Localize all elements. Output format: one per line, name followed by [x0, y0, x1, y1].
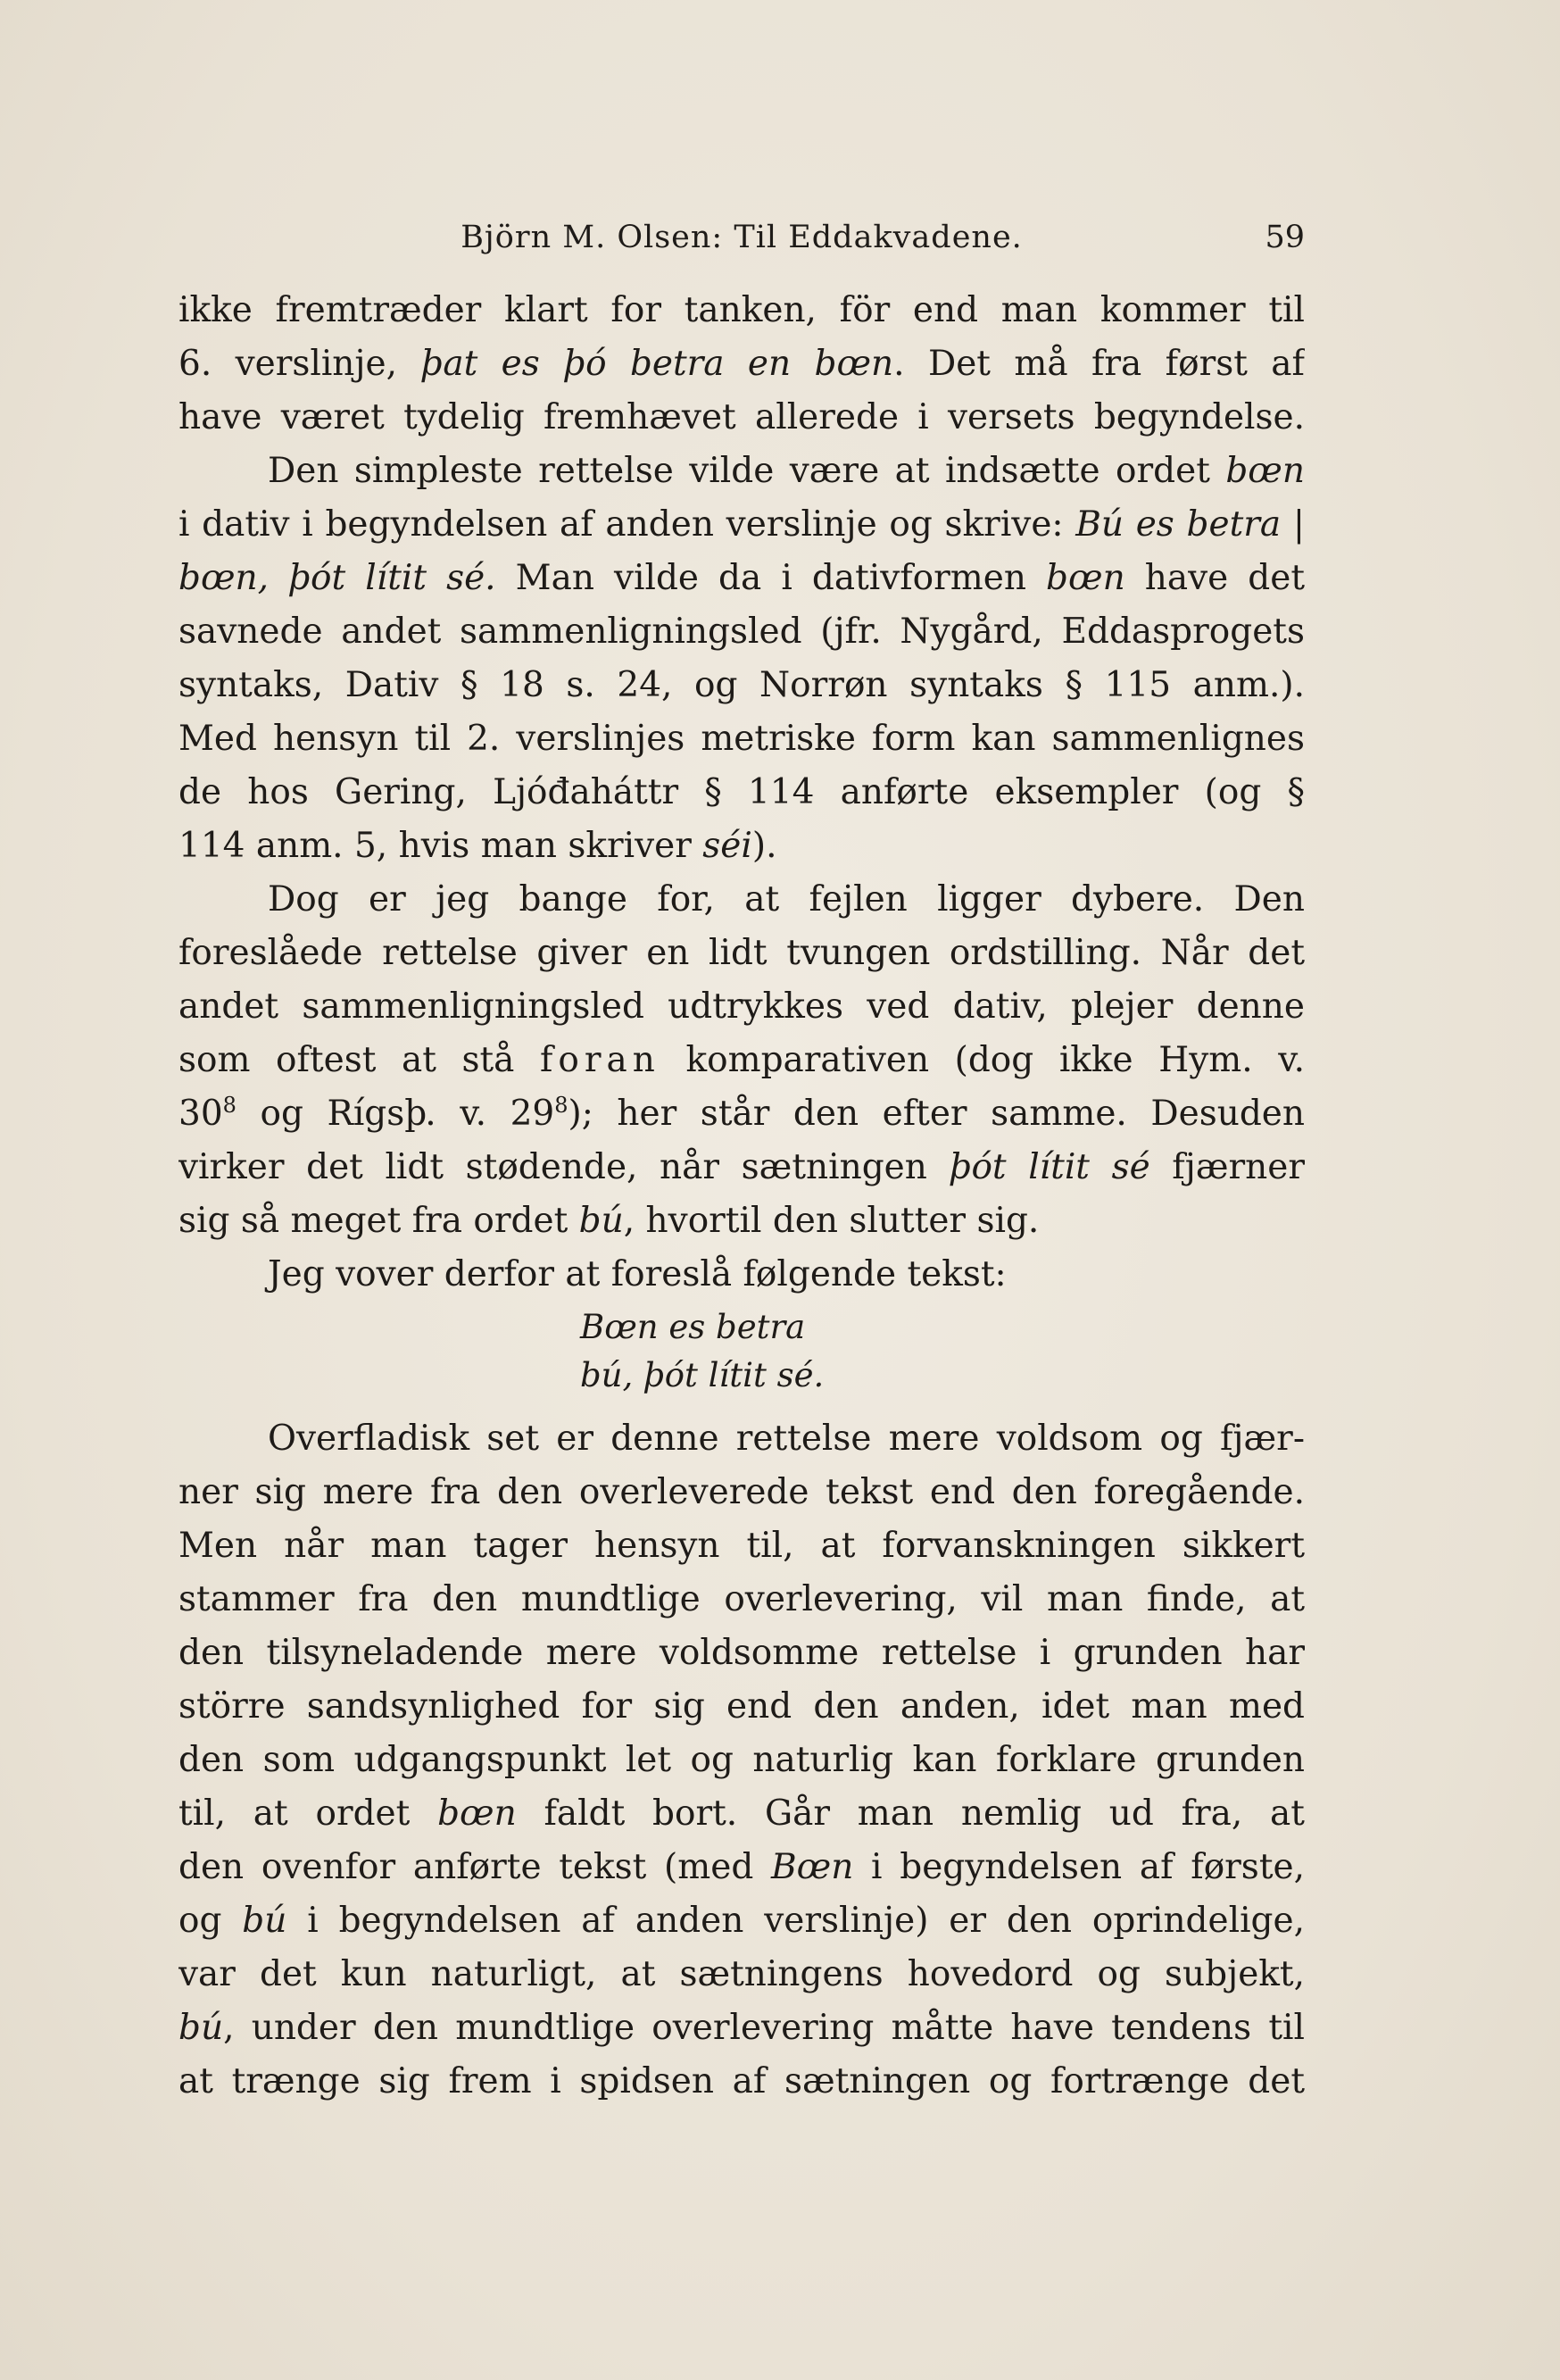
text-line: som oftest at stå foran komparativen (dog ikke Hym. v.	[178, 1040, 1305, 1080]
text-line: at trænge sig frem i spidsen af sætningen og fortrænge det	[178, 2061, 1305, 2101]
verse-line: bú, þót lítit sé.	[580, 1356, 825, 1394]
text-line: i dativ i begyndelsen af anden verslinje og skrive: Bú es betra |	[178, 504, 1305, 545]
text-line: den som udgangspunkt let og naturlig kan forklare grunden	[178, 1740, 1305, 1780]
text-line: ner sig mere fra den overleverede tekst end den foregående.	[178, 1472, 1305, 1512]
text-line: den tilsyneladende mere voldsomme rettelse i grunden har	[178, 1633, 1305, 1673]
text-line: större sandsynlighed for sig end den anden, idet man med	[178, 1686, 1305, 1727]
text-line: ikke fremtræder klart for tanken, för end man kommer til	[178, 290, 1305, 330]
text-line: andet sammenligningsled udtrykkes ved dativ, plejer denne	[178, 986, 1305, 1027]
text-line: 114 anm. 5, hvis man skriver séi).	[178, 826, 777, 866]
text-line: Overfladisk set er denne rettelse mere voldsom og fjær-	[268, 1419, 1305, 1459]
text-line: den ovenfor anførte tekst (med Bœn i begyndelsen af første,	[178, 1847, 1305, 1887]
text-line: syntaks, Dativ § 18 s. 24, og Norrøn syntaks § 115 anm.).	[178, 665, 1305, 705]
text-line: have været tydelig fremhævet allerede i versets begyndelse.	[178, 397, 1305, 437]
text-line: og bú i begyndelsen af anden verslinje) er den oprindelige,	[178, 1901, 1305, 1941]
running-title: Björn M. Olsen: Til Eddakvadene.	[461, 220, 1023, 255]
text-line: Jeg vover derfor at foreslå følgende tekst:	[268, 1254, 1007, 1294]
running-head	[178, 220, 1305, 264]
text-block-lower	[178, 1412, 1305, 2109]
text-line: virker det lidt stødende, når sætningen þót lítit sé fjærner	[178, 1147, 1305, 1187]
text-line: sig så meget fra ordet bú, hvortil den slutter sig.	[178, 1201, 1040, 1241]
text-line: var det kun naturligt, at sætningens hovedord og subjekt,	[178, 1954, 1305, 1994]
text-line: til, at ordet bœn faldt bort. Går man nemlig ud fra, at	[178, 1793, 1305, 1834]
text-line: 6. verslinje, þat es þó betra en bœn. Det må fra først af	[178, 344, 1305, 384]
text-line: stammer fra den mundtlige overlevering, vil man finde, at	[178, 1579, 1305, 1619]
text-line: bú, under den mundtlige overlevering måtte have tendens til	[178, 2008, 1305, 2048]
text-line: Dog er jeg bange for, at fejlen ligger dybere. Den	[268, 879, 1305, 920]
page-number: 59	[1265, 220, 1305, 255]
text-block-upper	[178, 284, 1305, 1302]
text-line: de hos Gering, Ljóđaháttr § 114 anførte eksempler (og §	[178, 772, 1305, 812]
text-line: Med hensyn til 2. verslinjes metriske form kan sammenlignes	[178, 719, 1305, 759]
text-line: foreslåede rettelse giver en lidt tvungen ordstilling. Når det	[178, 933, 1305, 973]
text-line: savnede andet sammenligningsled (jfr. Nygård, Eddasprogets	[178, 612, 1305, 652]
text-line: bœn, þót lítit sé. Man vilde da i dativformen bœn have det	[178, 558, 1305, 598]
text-line: $30^8$ og Rígsþ. v. $29^8$); her står den efter samme. Desuden	[178, 1093, 1305, 1134]
verse-line: Bœn es betra	[580, 1308, 806, 1346]
text-line: Men når man tager hensyn til, at forvanskningen sikkert	[178, 1526, 1305, 1566]
verse-quote	[580, 1303, 824, 1400]
text-line: Den simpleste rettelse vilde være at indsætte ordet bœn	[268, 451, 1305, 491]
